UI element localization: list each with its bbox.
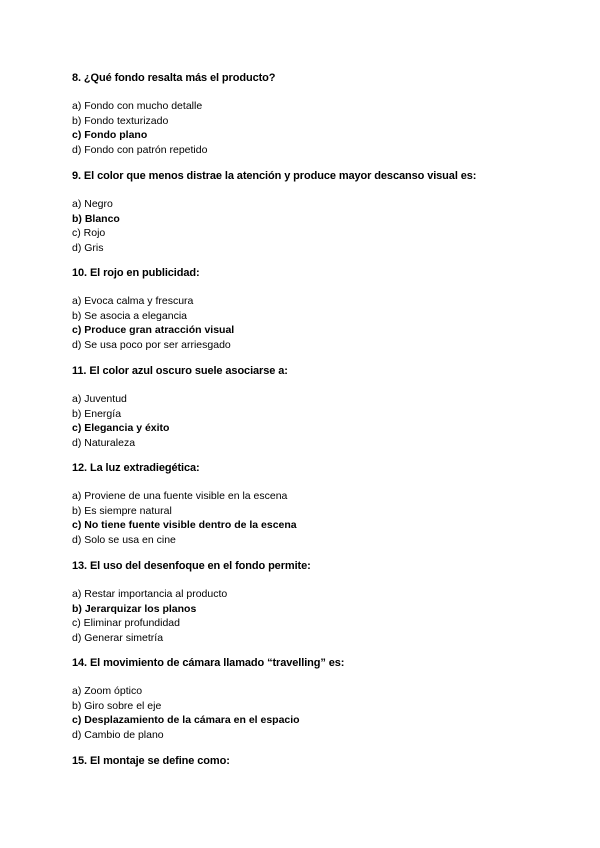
option-b: b) Es siempre natural [72, 504, 172, 517]
question-14 [72, 656, 572, 742]
option-a: a) Evoca calma y frescura [72, 295, 194, 307]
question-9 [72, 169, 572, 255]
option-c-correct: c) Fondo plano [72, 129, 148, 142]
question-title: 8. ¿Qué fondo resalta más el producto? [72, 72, 276, 84]
option-a: a) Proviene de una fuente visible en la escena [72, 490, 288, 502]
option-c-correct: c) Desplazamiento de la cámara en el espacio [72, 714, 300, 727]
option-a: a) Zoom óptico [72, 685, 143, 697]
option-d: d) Fondo con patrón repetido [72, 143, 208, 156]
question-13 [72, 559, 572, 645]
option-d: d) Naturaleza [72, 436, 136, 449]
option-b-correct: b) Jerarquizar los planos [72, 602, 197, 615]
option-a: a) Negro [72, 198, 113, 210]
option-c: c) Rojo [72, 227, 106, 240]
option-c: c) Eliminar profundidad [72, 617, 180, 630]
option-d: d) Cambio de plano [72, 728, 164, 741]
option-b: b) Giro sobre el eje [72, 699, 162, 712]
option-a: a) Fondo con mucho detalle [72, 100, 203, 112]
option-c-correct: c) Elegancia y éxito [72, 422, 170, 435]
question-12 [72, 461, 572, 547]
option-d: d) Generar simetría [72, 631, 164, 644]
question-title: 12. La luz extradiegética: [72, 462, 200, 474]
option-b: b) Fondo texturizado [72, 114, 169, 127]
question-title: 13. El uso del desenfoque en el fondo permite: [72, 560, 311, 572]
option-b: b) Se asocia a elegancia [72, 309, 187, 322]
question-title: 11. El color azul oscuro suele asociarse a: [72, 365, 288, 377]
option-d: d) Solo se usa en cine [72, 533, 176, 546]
option-a: a) Restar importancia al producto [72, 588, 228, 600]
option-b: b) Energía [72, 407, 122, 420]
question-10 [72, 266, 572, 352]
option-b-correct: b) Blanco [72, 212, 120, 225]
question-8 [72, 71, 572, 157]
option-d: d) Se usa poco por ser arriesgado [72, 338, 231, 351]
question-title: 15. El montaje se define como: [72, 755, 230, 767]
question-title: 10. El rojo en publicidad: [72, 267, 200, 279]
question-11 [72, 364, 572, 450]
option-d: d) Gris [72, 241, 104, 254]
option-c-correct: c) No tiene fuente visible dentro de la escena [72, 519, 297, 532]
question-15 [72, 754, 572, 782]
question-title: 14. El movimiento de cámara llamado “travelling” es: [72, 657, 345, 669]
option-c-correct: c) Produce gran atracción visual [72, 324, 235, 337]
question-title: 9. El color que menos distrae la atención y produce mayor descanso visual es: [72, 170, 477, 182]
option-a: a) Juventud [72, 393, 127, 405]
